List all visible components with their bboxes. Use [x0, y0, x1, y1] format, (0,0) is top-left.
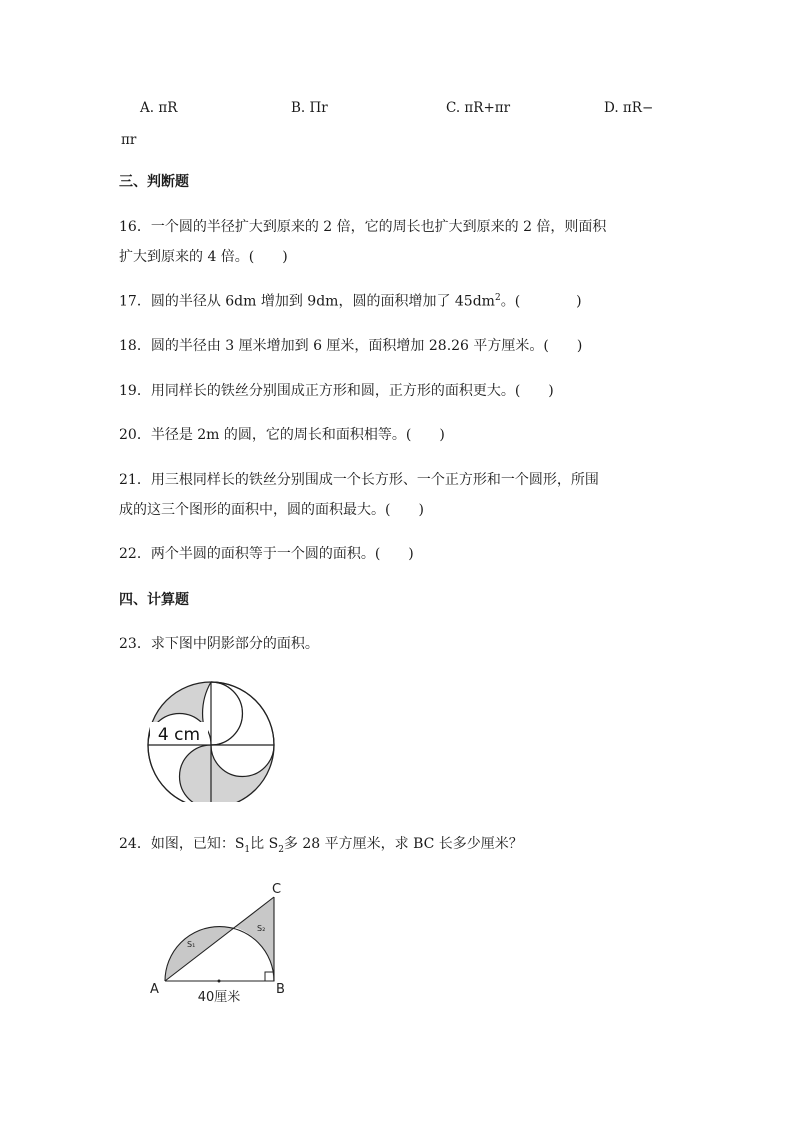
question-22: 22．两个半圆的面积等于一个圆的面积。( ) — [119, 546, 414, 562]
q23-circle-figure — [144, 668, 278, 802]
point-a-label: A — [150, 982, 159, 997]
center-dot — [218, 980, 221, 983]
q24-text-2: 比 S — [250, 836, 279, 852]
q24-triangle-figure — [146, 876, 296, 1006]
q24-sub-2: 2 — [278, 844, 284, 855]
region-s2-label: S₂ — [257, 924, 266, 933]
q24-text-3: 多 28 平方厘米，求 BC 长多少厘米？ — [283, 836, 523, 852]
point-b-label: B — [276, 982, 285, 997]
question-19: 19．用同样长的铁丝分别围成正方形和圆，正方形的面积更大。( ) — [119, 383, 554, 399]
region-s1-label: S₁ — [187, 940, 196, 949]
question-21-line2: 成的这三个图形的面积中，圆的面积最大。( ) — [119, 502, 424, 518]
right-angle-mark — [265, 972, 274, 981]
question-23: 23．求下图中阴影部分的面积。 — [119, 636, 319, 652]
section-heading-judgement: 三、判断题 — [119, 174, 189, 190]
q24-sub-1: 1 — [244, 844, 251, 855]
question-20: 20．半径是 2m 的圆，它的周长和面积相等。( ) — [119, 427, 445, 443]
question-17-text: 17．圆的半径从 6dm 增加到 9dm，圆的面积增加了 45dm — [119, 293, 495, 310]
question-18: 18．圆的半径由 3 厘米增加到 6 厘米，面积增加 28.26 平方厘米。( ) — [119, 338, 583, 354]
radius-label: 4 cm — [157, 725, 201, 745]
option-c: C. πR+πr — [446, 100, 511, 116]
option-d-continued: πr — [121, 132, 137, 148]
question-21-line1: 21．用三根同样长的铁丝分别围成一个长方形、一个正方形和一个圆形，所围 — [119, 472, 599, 488]
question-17-exponent: 2 — [494, 293, 501, 303]
option-a: A. πR — [140, 100, 178, 116]
option-b: B. Πr — [291, 100, 328, 116]
question-17 — [119, 294, 582, 309]
option-d: D. πR− — [604, 100, 654, 116]
question-17-blank: 。( ) — [500, 293, 582, 310]
q24-text-1: 24．如图，已知：S — [119, 836, 245, 852]
base-length-label: 40厘米 — [197, 990, 241, 1005]
section-heading-calculation: 四、计算题 — [119, 592, 189, 608]
question-24 — [119, 837, 523, 855]
question-16-line1: 16．一个圆的半径扩大到原来的 2 倍，它的周长也扩大到原来的 2 倍，则面积 — [119, 219, 607, 235]
point-c-label: C — [272, 882, 282, 897]
question-16-line2: 扩大到原来的 4 倍。( ) — [119, 249, 288, 265]
